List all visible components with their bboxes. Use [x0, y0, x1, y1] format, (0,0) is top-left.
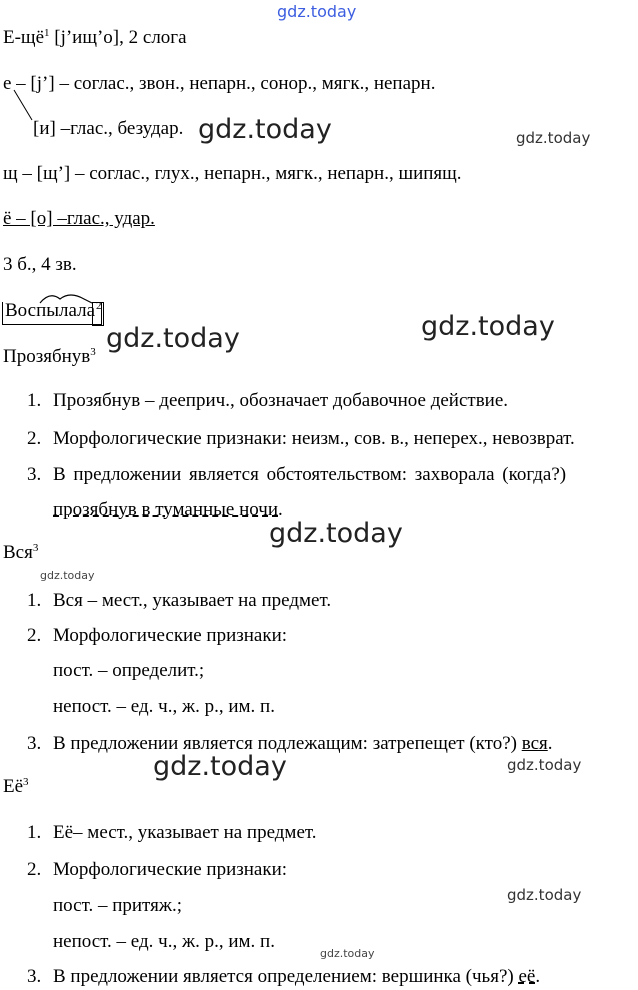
- permanent-features: пост. – притяж.;: [53, 895, 182, 916]
- variable-features: непост. – ед. ч., ж. р., им. п.: [53, 696, 275, 717]
- analysis-marker: 3: [23, 776, 29, 788]
- list-item: 2. Морфологические признаки:: [27, 625, 288, 646]
- list-item-continuation: прозябнув в туманные ночи.: [53, 499, 283, 520]
- list-item: 1. Её– мест., указывает на предмет.: [27, 822, 317, 843]
- word-syllables: Е-щё: [3, 27, 44, 48]
- list-item: 3. В предложении является определением: вершинка (чья?) её.: [27, 966, 541, 987]
- transcription: [j’ищ’о], 2 слога: [49, 27, 187, 48]
- watermark: gdz.today: [40, 569, 95, 582]
- subject-word: вся: [521, 733, 548, 754]
- root-arc: [38, 291, 94, 305]
- watermark: gdz.today: [421, 311, 555, 342]
- word-vospylala: Воспылала: [5, 300, 96, 321]
- morphemic-word: [4, 300, 102, 322]
- letters-sounds-count: 3 б., 4 зв.: [3, 254, 77, 275]
- phoneme-line-e-2: [и] –глас., безудар.: [33, 118, 184, 139]
- section-title-prozyabnuv: Прозябнув$^3$: [3, 346, 96, 367]
- watermark: gdz.today: [153, 751, 287, 782]
- phoneme-line-sch: щ – [щ’] – соглас., глух., непарн., мягк., непарн., шипящ.: [3, 163, 462, 184]
- watermark: gdz.today: [198, 114, 332, 145]
- analysis-marker: 3: [32, 542, 39, 554]
- variable-features: непост. – ед. ч., ж. р., им. п.: [53, 931, 275, 952]
- list-item: 2. Морфологические признаки: неизм., сов. в., неперех., невозврат.: [27, 428, 575, 449]
- watermark-top: gdz.today: [277, 2, 357, 21]
- section-title-eyo: $Её^3$: [3, 776, 29, 797]
- list-item: 3. В предложении является подлежащим: затрепещет (кто?) вся.: [27, 733, 553, 754]
- list-item: 1. Прозябнув – дееприч., обозначает добавочное действие.: [27, 390, 509, 411]
- watermark: gdz.today: [106, 323, 240, 354]
- section-title-vsya: Вся$^3$: [3, 542, 39, 563]
- ending-box: [92, 302, 104, 326]
- list-item: 2. Морфологические признаки:: [27, 859, 288, 880]
- watermark: gdz.today: [507, 756, 582, 774]
- permanent-features: пост. – определит.;: [53, 660, 205, 681]
- phonetic-heading: [3, 27, 187, 49]
- watermark: gdz.today: [516, 129, 591, 147]
- phoneme-line-yo: ё – [о] –глас., удар.: [3, 208, 155, 229]
- watermark: gdz.today: [269, 518, 403, 549]
- analysis-marker: 3: [90, 346, 96, 358]
- watermark: gdz.today: [320, 947, 375, 960]
- list-item: 1. Вся – мест., указывает на предмет.: [27, 590, 332, 611]
- phoneme-line-e-1: е – [j’] – соглас., звон., непарн., сонор., мягк., непарн.: [3, 73, 436, 94]
- list-item: 3. В предложении является обстоятельством: захворала (когда?): [27, 464, 567, 485]
- attribute-word: её: [518, 966, 536, 987]
- adverbial-phrase: прозябнув в туманные ночи: [53, 499, 279, 520]
- watermark: gdz.today: [507, 886, 582, 904]
- analysis-marker: 1: [44, 27, 50, 39]
- analysis-marker: 2: [96, 300, 102, 312]
